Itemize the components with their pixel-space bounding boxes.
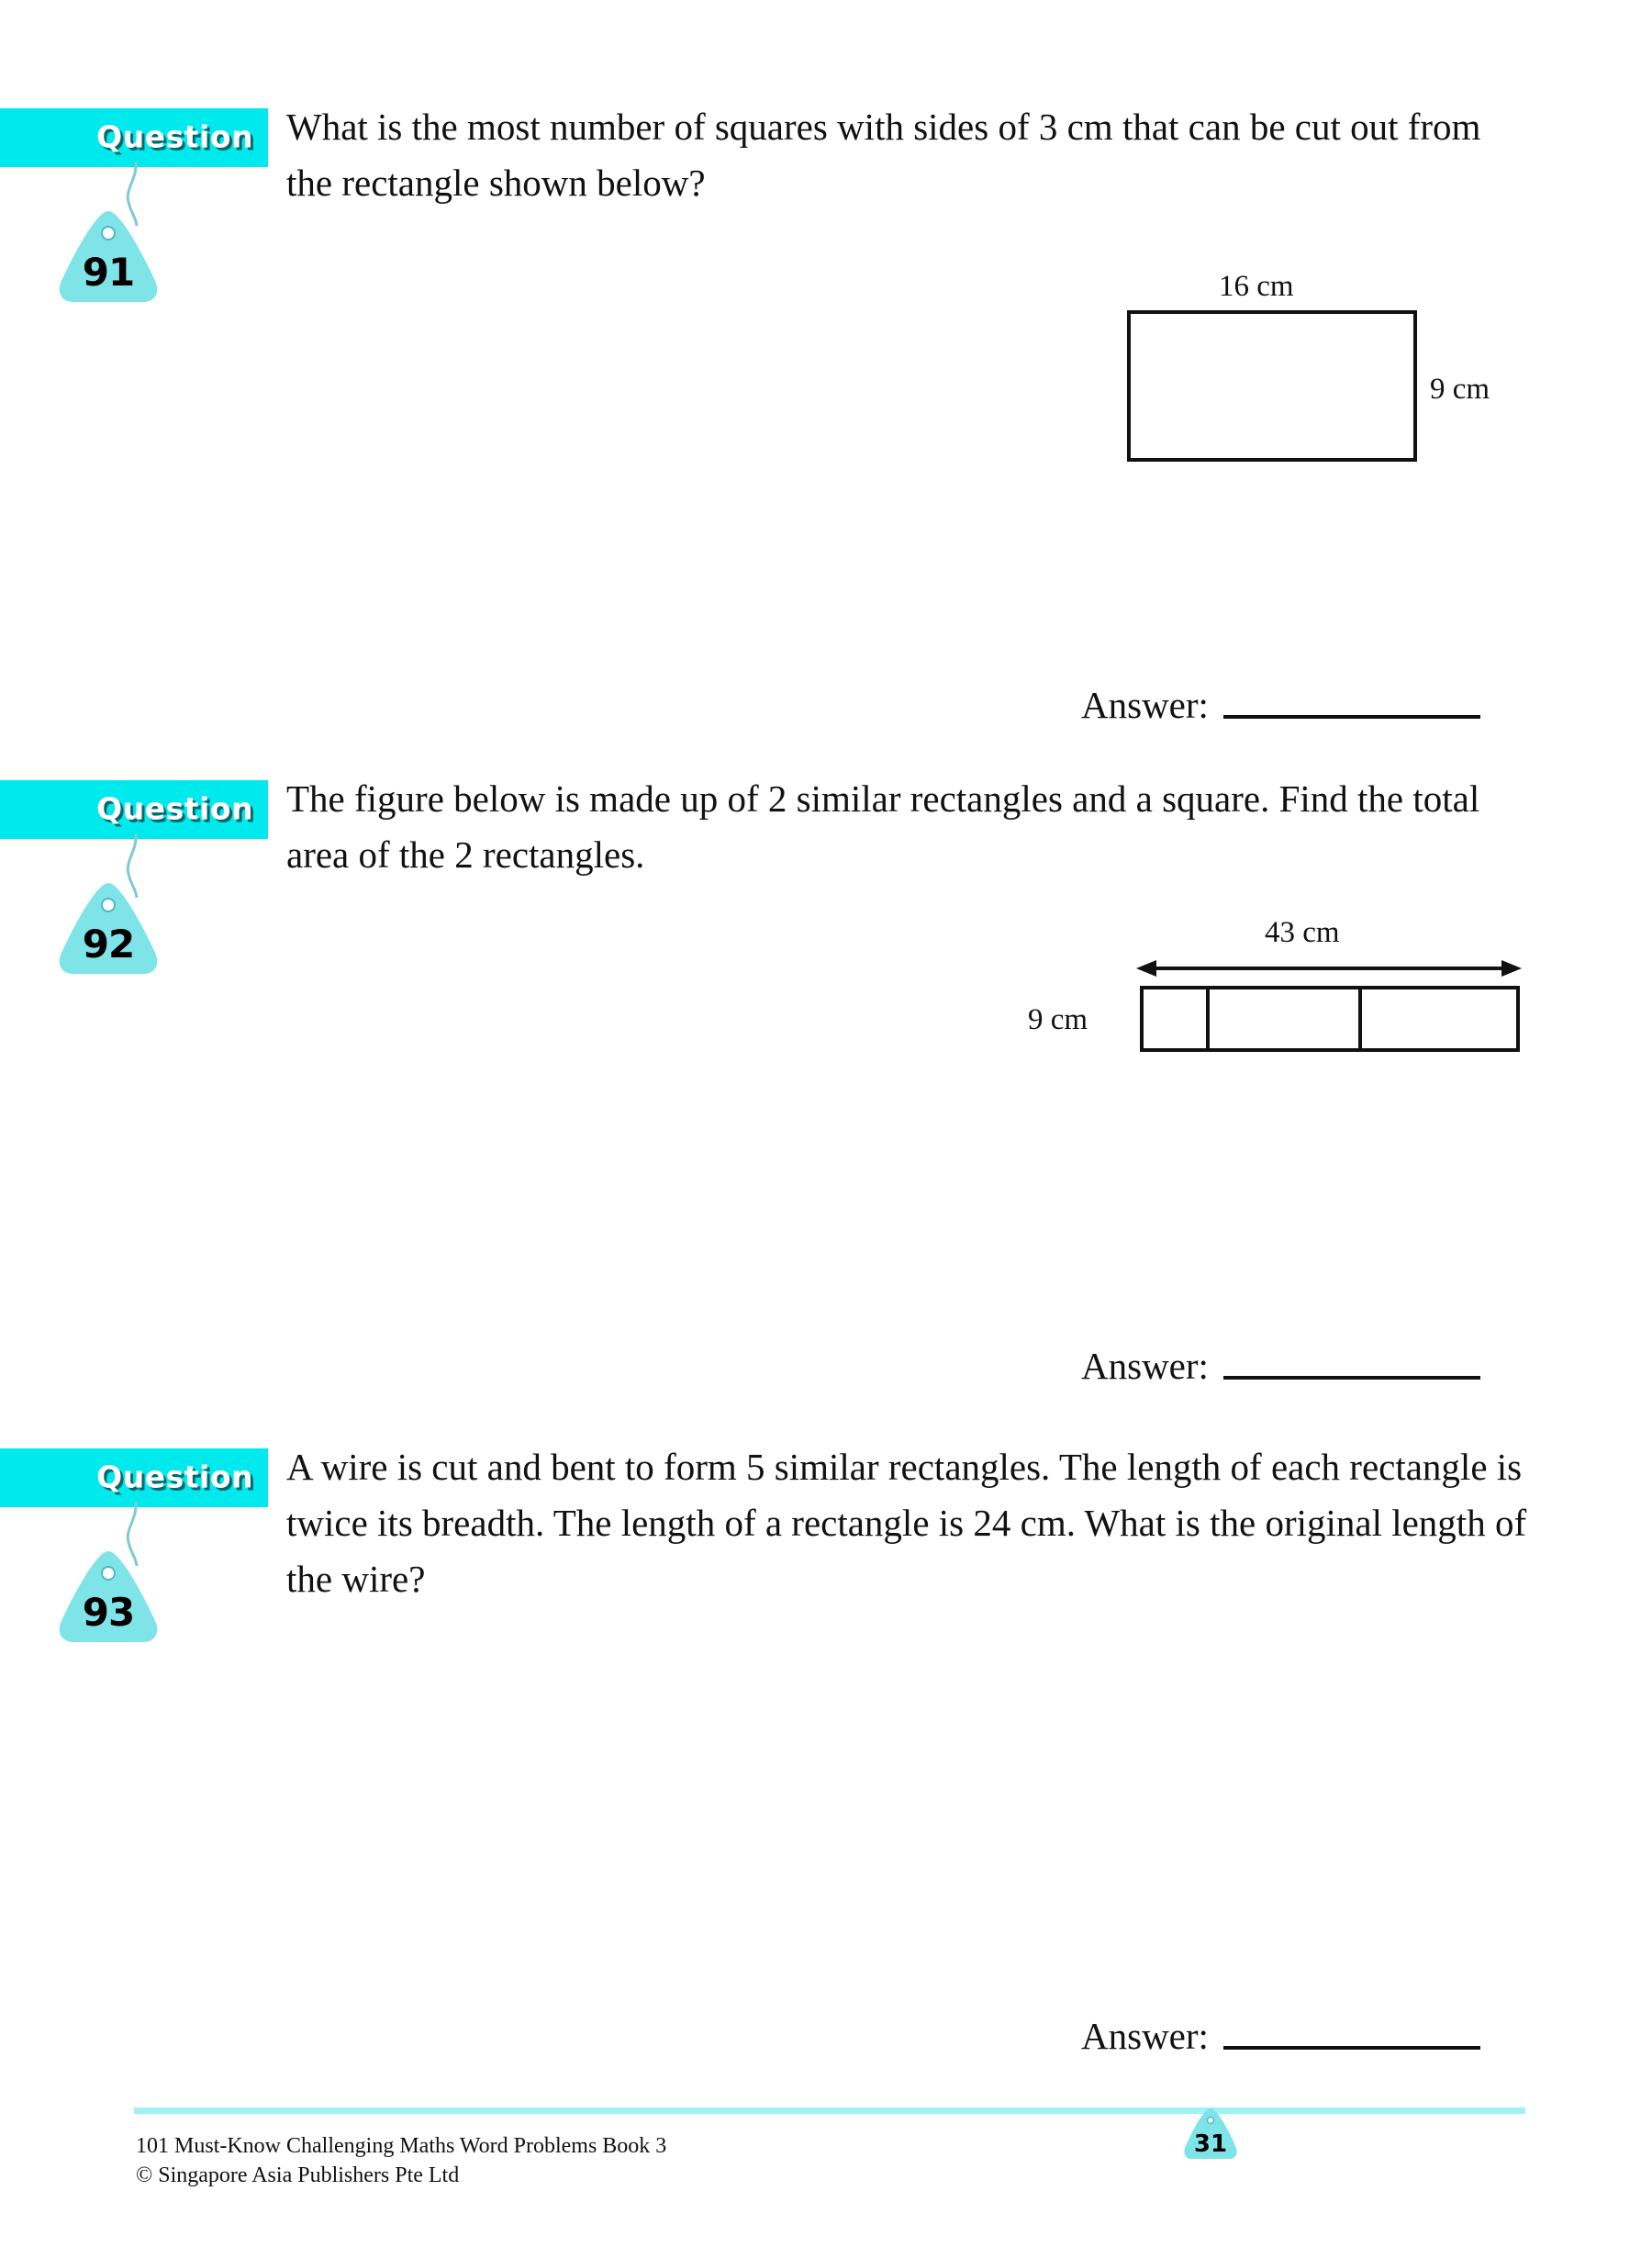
- question-banner-91: [0, 108, 268, 167]
- question-banner-93: [0, 1448, 268, 1507]
- answer-line-92: [1081, 1347, 1480, 1385]
- figure-92-divider-1: [1206, 989, 1210, 1048]
- question-number-92: 92: [82, 922, 135, 967]
- answer-label: Answer:: [1081, 2015, 1209, 2057]
- question-text-92: The figure below is made up of 2 similar rectangles and a square. Find the total area of the 2 rectangles.: [286, 777, 1480, 876]
- question-text-93: A wire is cut and bent to form 5 similar rectangles. The length of each rectangle is twice its breadth. The length of a rectangle is 24 cm. What is the original length of the wire?: [286, 1446, 1527, 1600]
- figure-92-bar: [1140, 986, 1520, 1052]
- figure-91-rectangle: [1127, 310, 1417, 462]
- answer-label: Answer:: [1081, 684, 1209, 726]
- footer-copyright: © Singapore Asia Publishers Pte Ltd: [136, 2163, 460, 2187]
- figure-92: [1028, 918, 1542, 1083]
- figure-92-top-label: 43 cm: [1265, 916, 1340, 949]
- question-number-91: 91: [82, 250, 135, 295]
- figure-91-top-label: 16 cm: [1219, 270, 1294, 303]
- question-text-91: What is the most number of squares with sides of 3 cm that can be cut out from the rectangle shown below?: [286, 106, 1481, 204]
- question-banner-92: [0, 780, 268, 839]
- answer-blank[interactable]: [1223, 2046, 1480, 2050]
- footer-credits: [136, 2131, 666, 2190]
- question-banner-label: Question: [96, 1459, 253, 1495]
- answer-label: Answer:: [1081, 1345, 1209, 1387]
- figure-92-left-label: 9 cm: [1028, 1003, 1088, 1036]
- answer-blank[interactable]: [1223, 1376, 1480, 1380]
- question-number-93: 93: [82, 1590, 135, 1635]
- answer-line-93: [1081, 2015, 1480, 2057]
- answer-blank[interactable]: [1223, 715, 1480, 719]
- answer-line-91: [1081, 684, 1480, 726]
- figure-91: [1083, 255, 1560, 466]
- question-banner-label: Question: [96, 790, 253, 827]
- footer-book-title: 101 Must-Know Challenging Maths Word Problems Book 3: [136, 2134, 667, 2158]
- page-number: 31: [1193, 2130, 1228, 2158]
- footer-divider: [134, 2107, 1525, 2114]
- figure-92-dimension-arrow: [1136, 956, 1522, 980]
- question-banner-label: Question: [96, 118, 253, 155]
- figure-92-divider-2: [1358, 989, 1362, 1048]
- figure-91-right-label: 9 cm: [1430, 373, 1490, 406]
